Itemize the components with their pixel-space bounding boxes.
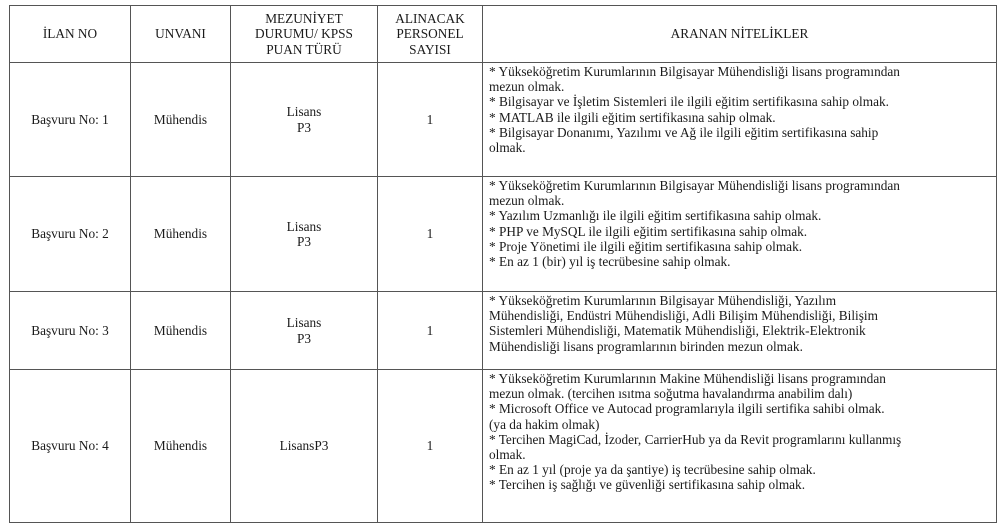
personel-sayisi-cell: 1 xyxy=(378,292,483,370)
table-row xyxy=(10,292,997,370)
personel-sayisi-cell: 1 xyxy=(378,177,483,292)
header-personel-sayisi: ALINACAK PERSONEL SAYISI xyxy=(378,6,483,63)
unvani-cell: Mühendis xyxy=(131,292,231,370)
unvani-cell: Mühendis xyxy=(131,177,231,292)
table-row xyxy=(10,370,997,523)
nitelikler-cell: * Yükseköğretim Kurumlarının Bilgisayar Mühendisliği lisans programından mezun olmak. * Yazılım Uzmanlığı ile ilgili eğitim sertifikasına sahip olmak. * PHP ve MySQL ile ilgili eğitim sertifikasına sahip olmak. * Proje Yönetimi ile ilgili eğitim sertifikasına sahip olmak. * En az 1 (bir) yıl iş tecrübesine sahip olmak. xyxy=(483,177,997,292)
table-row xyxy=(10,63,997,177)
unvani-cell: Mühendis xyxy=(131,370,231,523)
table-row xyxy=(10,177,997,292)
header-unvani: UNVANI xyxy=(131,6,231,63)
mezuniyet-cell: LisansP3 xyxy=(231,370,378,523)
header-nitelikler: ARANAN NİTELİKLER xyxy=(483,6,997,63)
mezuniyet-cell: Lisans P3 xyxy=(231,292,378,370)
header-mezuniyet: MEZUNİYET DURUMU/ KPSS PUAN TÜRÜ xyxy=(231,6,378,63)
job-listings-table xyxy=(9,5,997,523)
unvani-cell: Mühendis xyxy=(131,63,231,177)
nitelikler-cell: * Yükseköğretim Kurumlarının Makine Mühendisliği lisans programından mezun olmak. (tercihen ısıtma soğutma havalandırma anabilim dalı) * Microsoft Office ve Autocad programlarıyla ilgili sertifika sahibi olmak. (ya da hakim olmak) * Tercihen MagiCad, İzoder, CarrierHub ya da Revit programlarını kullanmış olmak. * En az 1 yıl (proje ya da şantiye) iş tecrübesine sahip olmak. * Tercihen iş sağlığı ve güvenliği sertifikasına sahip olmak. xyxy=(483,370,997,523)
ilan-no-cell: Başvuru No: 3 xyxy=(10,292,131,370)
nitelikler-cell: * Yükseköğretim Kurumlarının Bilgisayar Mühendisliği, Yazılım Mühendisliği, Endüstri Mühendisliği, Adli Bilişim Mühendisliği, Bilişim Sistemleri Mühendisliği, Matematik Mühendisliği, Elektrik-Elektronik Mühendisliği lisans programlarının birinden mezun olmak. xyxy=(483,292,997,370)
header-ilan-no: İLAN NO xyxy=(10,6,131,63)
ilan-no-cell: Başvuru No: 1 xyxy=(10,63,131,177)
personel-sayisi-cell: 1 xyxy=(378,370,483,523)
mezuniyet-cell: Lisans P3 xyxy=(231,63,378,177)
ilan-no-cell: Başvuru No: 2 xyxy=(10,177,131,292)
nitelikler-cell: * Yükseköğretim Kurumlarının Bilgisayar Mühendisliği lisans programından mezun olmak. * Bilgisayar ve İşletim Sistemleri ile ilgili eğitim sertifikasına sahip olmak. * MATLAB ile ilgili eğitim sertifikasına sahip olmak. * Bilgisayar Donanımı, Yazılımı ve Ağ ile ilgili eğitim sertifikasına sahip olmak. xyxy=(483,63,997,177)
mezuniyet-cell: Lisans P3 xyxy=(231,177,378,292)
ilan-no-cell: Başvuru No: 4 xyxy=(10,370,131,523)
personel-sayisi-cell: 1 xyxy=(378,63,483,177)
header-row xyxy=(10,6,997,63)
